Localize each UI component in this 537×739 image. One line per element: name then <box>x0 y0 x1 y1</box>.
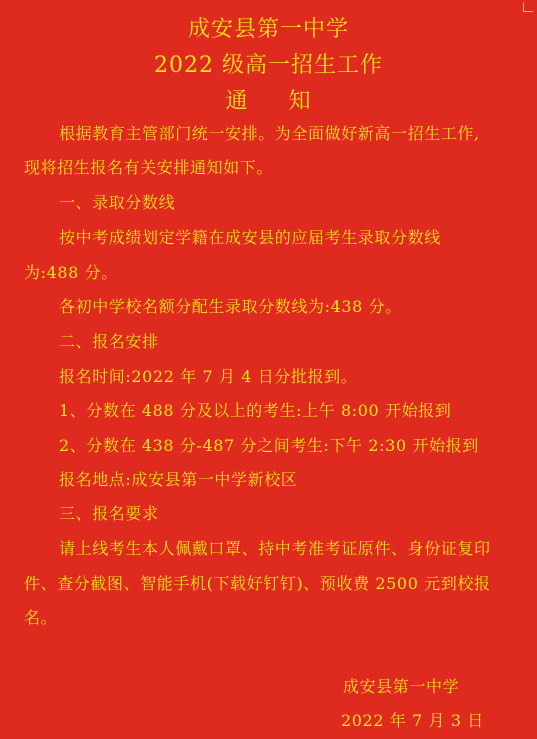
section-1-paragraph-1-line-1: 按中考成绩划定学籍在成安县的应届考生录取分数线 <box>59 228 441 247</box>
subject-title: 2022 级高一招生工作 <box>154 53 383 78</box>
school-title: 成安县第一中学 <box>187 17 349 42</box>
requirements-line-1: 请上线考生本人佩戴口罩、持中考准考证原件、身份证复印 <box>59 539 491 558</box>
section-3-heading: 三、报名要求 <box>59 504 159 523</box>
signature-date: 2022 年 7 月 3 日 <box>341 711 484 730</box>
registration-item-2: 2、分数在 438 分-487 分之间考生:下午 2:30 开始报到 <box>59 436 479 455</box>
registration-item-1: 1、分数在 488 分及以上的考生:上午 8:00 开始报到 <box>59 401 452 420</box>
section-1-heading: 一、录取分数线 <box>59 193 176 212</box>
intro-line-1: 根据教育主管部门统一安排。为全面做好新高一招生工作, <box>59 124 480 143</box>
section-1-paragraph-1-line-2: 为:488 分。 <box>24 263 118 282</box>
signature-organization: 成安县第一中学 <box>343 677 460 696</box>
notice-title: 通 知 <box>225 89 312 114</box>
requirements-line-3: 名。 <box>24 608 58 627</box>
registration-place: 报名地点:成安县第一中学新校区 <box>59 470 298 489</box>
intro-line-2: 现将招生报名有关安排通知如下。 <box>24 158 274 177</box>
section-1-paragraph-2: 各初中学校名额分配生录取分数线为:438 分。 <box>59 297 402 316</box>
registration-time: 报名时间:2022 年 7 月 4 日分批报到。 <box>59 367 358 386</box>
page-corner-mark <box>523 2 533 12</box>
requirements-line-2: 件、查分截图、智能手机(下载好钉钉)、预收费 2500 元到校报 <box>24 574 491 593</box>
section-2-heading: 二、报名安排 <box>59 332 159 351</box>
